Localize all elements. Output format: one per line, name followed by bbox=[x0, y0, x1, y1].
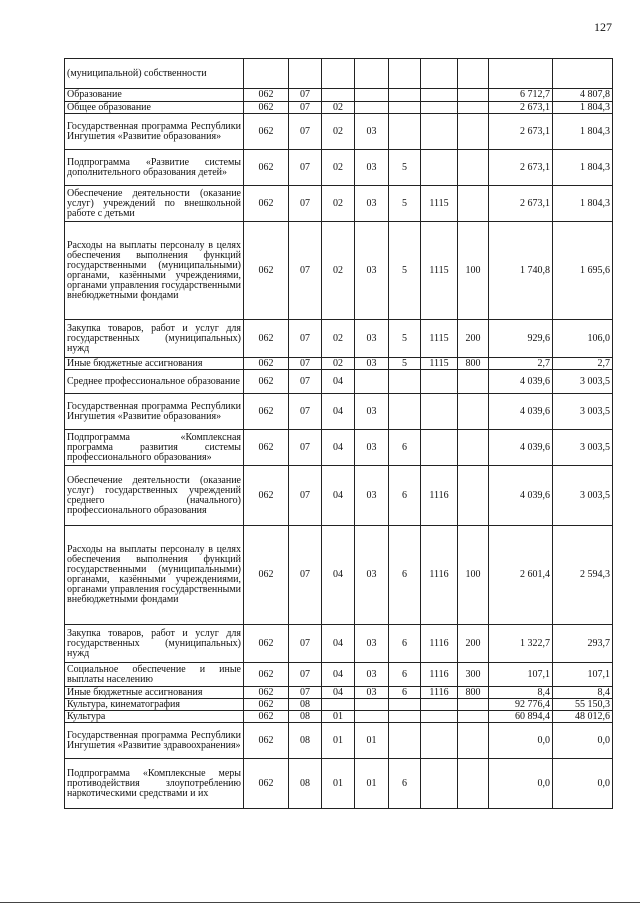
table-row bbox=[65, 394, 613, 430]
code-ministry: 062 bbox=[244, 320, 289, 358]
code-expense-type bbox=[458, 186, 489, 222]
code-subprogram: 6 bbox=[389, 687, 421, 699]
code-subsection: 02 bbox=[322, 320, 355, 358]
code-direction bbox=[421, 150, 458, 186]
code-subsection: 04 bbox=[322, 466, 355, 526]
code-direction: 1115 bbox=[421, 320, 458, 358]
code-ministry: 062 bbox=[244, 370, 289, 394]
code-direction bbox=[421, 89, 458, 102]
amount-executed: 55 150,3 bbox=[553, 699, 613, 711]
row-description: Подпрограмма «Комплексная программа развития системы профессионального образования» bbox=[65, 430, 244, 466]
code-direction bbox=[421, 699, 458, 711]
code-ministry: 062 bbox=[244, 186, 289, 222]
table-row bbox=[65, 466, 613, 526]
code-direction bbox=[421, 430, 458, 466]
row-description: Образование bbox=[65, 89, 244, 102]
code-section: 07 bbox=[289, 394, 322, 430]
amount-planned: 2 673,1 bbox=[489, 186, 553, 222]
code-section: 08 bbox=[289, 759, 322, 809]
code-program: 03 bbox=[355, 150, 389, 186]
code-expense-type bbox=[458, 430, 489, 466]
code-direction: 1116 bbox=[421, 663, 458, 687]
row-description: Подпрограмма «Комплексные меры противодействия злоупотреблению наркотическими средствами и их bbox=[65, 759, 244, 809]
code-expense-type bbox=[458, 699, 489, 711]
amount-executed: 107,1 bbox=[553, 663, 613, 687]
code-section: 07 bbox=[289, 526, 322, 625]
table-row bbox=[65, 723, 613, 759]
code-subprogram bbox=[389, 723, 421, 759]
amount-planned: 4 039,6 bbox=[489, 466, 553, 526]
amount-executed: 1 804,3 bbox=[553, 186, 613, 222]
code-subprogram: 6 bbox=[389, 526, 421, 625]
code-direction: 1116 bbox=[421, 625, 458, 663]
code-subsection: 04 bbox=[322, 687, 355, 699]
code-ministry: 062 bbox=[244, 358, 289, 370]
amount-planned: 2 673,1 bbox=[489, 150, 553, 186]
code-subprogram bbox=[389, 394, 421, 430]
code-ministry: 062 bbox=[244, 663, 289, 687]
code-program bbox=[355, 699, 389, 711]
amount-executed: 48 012,6 bbox=[553, 711, 613, 723]
code-expense-type bbox=[458, 102, 489, 114]
code-section: 07 bbox=[289, 320, 322, 358]
amount-planned: 60 894,4 bbox=[489, 711, 553, 723]
table-row bbox=[65, 102, 613, 114]
code-ministry: 062 bbox=[244, 526, 289, 625]
code-section: 07 bbox=[289, 89, 322, 102]
code-section: 07 bbox=[289, 186, 322, 222]
amount-executed: 3 003,5 bbox=[553, 466, 613, 526]
row-description: Расходы на выплаты персоналу в целях обеспечения выполнения функций государственными (муниципальными) органами, казёнными учреждениями, органами управления государственными внебюджетными фондами bbox=[65, 222, 244, 320]
code-ministry: 062 bbox=[244, 687, 289, 699]
amount-executed: 1 804,3 bbox=[553, 114, 613, 150]
code-subprogram bbox=[389, 89, 421, 102]
amount-planned: 92 776,4 bbox=[489, 699, 553, 711]
code-ministry: 062 bbox=[244, 150, 289, 186]
amount-executed: 2 594,3 bbox=[553, 526, 613, 625]
code-direction: 1115 bbox=[421, 186, 458, 222]
code-expense-type: 800 bbox=[458, 358, 489, 370]
code-direction bbox=[421, 59, 458, 89]
code-ministry: 062 bbox=[244, 699, 289, 711]
code-section: 08 bbox=[289, 711, 322, 723]
code-program: 03 bbox=[355, 358, 389, 370]
table-row bbox=[65, 370, 613, 394]
amount-executed: 3 003,5 bbox=[553, 370, 613, 394]
row-description: Подпрограмма «Развитие системы дополнительного образования детей» bbox=[65, 150, 244, 186]
code-ministry: 062 bbox=[244, 466, 289, 526]
code-expense-type bbox=[458, 89, 489, 102]
code-program: 01 bbox=[355, 759, 389, 809]
amount-planned bbox=[489, 59, 553, 89]
code-direction: 1116 bbox=[421, 526, 458, 625]
amount-planned: 4 039,6 bbox=[489, 430, 553, 466]
code-subprogram bbox=[389, 711, 421, 723]
row-description: Иные бюджетные ассигнования bbox=[65, 687, 244, 699]
amount-executed bbox=[553, 59, 613, 89]
code-ministry: 062 bbox=[244, 430, 289, 466]
row-description: Иные бюджетные ассигнования bbox=[65, 358, 244, 370]
code-section: 08 bbox=[289, 699, 322, 711]
code-subprogram: 5 bbox=[389, 150, 421, 186]
amount-planned: 0,0 bbox=[489, 723, 553, 759]
code-subprogram: 5 bbox=[389, 222, 421, 320]
code-program bbox=[355, 89, 389, 102]
amount-planned: 8,4 bbox=[489, 687, 553, 699]
code-subsection: 02 bbox=[322, 222, 355, 320]
amount-planned: 1 322,7 bbox=[489, 625, 553, 663]
code-expense-type: 800 bbox=[458, 687, 489, 699]
code-section: 07 bbox=[289, 625, 322, 663]
row-description: (муниципальной) собственности bbox=[65, 59, 244, 89]
code-ministry: 062 bbox=[244, 625, 289, 663]
code-expense-type bbox=[458, 59, 489, 89]
code-expense-type: 100 bbox=[458, 222, 489, 320]
code-program bbox=[355, 102, 389, 114]
amount-planned: 2 673,1 bbox=[489, 102, 553, 114]
amount-executed: 293,7 bbox=[553, 625, 613, 663]
amount-executed: 0,0 bbox=[553, 759, 613, 809]
bottom-rule bbox=[0, 902, 640, 903]
row-description: Государственная программа Республики Ингушетия «Развитие образования» bbox=[65, 114, 244, 150]
code-direction: 1116 bbox=[421, 687, 458, 699]
amount-planned: 0,0 bbox=[489, 759, 553, 809]
code-ministry: 062 bbox=[244, 222, 289, 320]
code-program bbox=[355, 711, 389, 723]
amount-executed: 3 003,5 bbox=[553, 394, 613, 430]
code-program bbox=[355, 59, 389, 89]
code-subsection: 04 bbox=[322, 370, 355, 394]
row-description: Культура bbox=[65, 711, 244, 723]
code-program: 03 bbox=[355, 466, 389, 526]
code-program: 03 bbox=[355, 222, 389, 320]
code-ministry: 062 bbox=[244, 394, 289, 430]
table-row bbox=[65, 687, 613, 699]
code-subprogram: 5 bbox=[389, 358, 421, 370]
code-expense-type: 100 bbox=[458, 526, 489, 625]
row-description: Среднее профессиональное образование bbox=[65, 370, 244, 394]
table-row bbox=[65, 759, 613, 809]
code-ministry: 062 bbox=[244, 114, 289, 150]
code-expense-type bbox=[458, 394, 489, 430]
page-number: 127 bbox=[594, 20, 612, 34]
code-subprogram bbox=[389, 59, 421, 89]
code-ministry: 062 bbox=[244, 711, 289, 723]
amount-executed: 1 804,3 bbox=[553, 150, 613, 186]
row-description: Обеспечение деятельности (оказание услуг) государственных учреждений среднего (начального) профессионального образования bbox=[65, 466, 244, 526]
table-row bbox=[65, 89, 613, 102]
code-direction bbox=[421, 102, 458, 114]
table-row bbox=[65, 114, 613, 150]
code-section: 07 bbox=[289, 114, 322, 150]
row-description: Культура, кинематография bbox=[65, 699, 244, 711]
code-direction: 1116 bbox=[421, 466, 458, 526]
code-section: 07 bbox=[289, 663, 322, 687]
code-direction: 1115 bbox=[421, 222, 458, 320]
code-subsection: 02 bbox=[322, 358, 355, 370]
code-subprogram: 6 bbox=[389, 663, 421, 687]
code-subsection: 01 bbox=[322, 759, 355, 809]
code-program: 03 bbox=[355, 430, 389, 466]
amount-planned: 2 601,4 bbox=[489, 526, 553, 625]
code-subsection: 04 bbox=[322, 625, 355, 663]
amount-planned: 1 740,8 bbox=[489, 222, 553, 320]
row-description: Расходы на выплаты персоналу в целях обеспечения выполнения функций государственными (муниципальными) органами, казёнными учреждениями, органами управления государственными внебюджетными фондами bbox=[65, 526, 244, 625]
code-subprogram bbox=[389, 102, 421, 114]
code-section: 07 bbox=[289, 222, 322, 320]
code-subsection: 04 bbox=[322, 394, 355, 430]
budget-table bbox=[64, 58, 613, 809]
row-description: Обеспечение деятельности (оказание услуг) учреждений по внешкольной работе с детьми bbox=[65, 186, 244, 222]
code-direction bbox=[421, 759, 458, 809]
code-section: 07 bbox=[289, 687, 322, 699]
code-subsection: 04 bbox=[322, 663, 355, 687]
code-program: 03 bbox=[355, 526, 389, 625]
code-expense-type bbox=[458, 466, 489, 526]
row-description: Государственная программа Республики Ингушетия «Развитие здравоохранения» bbox=[65, 723, 244, 759]
code-program: 03 bbox=[355, 114, 389, 150]
code-subsection: 02 bbox=[322, 102, 355, 114]
code-subprogram: 5 bbox=[389, 186, 421, 222]
code-section: 07 bbox=[289, 430, 322, 466]
code-subprogram: 6 bbox=[389, 466, 421, 526]
amount-executed: 8,4 bbox=[553, 687, 613, 699]
code-subsection bbox=[322, 699, 355, 711]
code-subsection: 01 bbox=[322, 723, 355, 759]
table-row bbox=[65, 663, 613, 687]
table-row bbox=[65, 699, 613, 711]
amount-planned: 6 712,7 bbox=[489, 89, 553, 102]
code-subprogram bbox=[389, 114, 421, 150]
code-subprogram: 6 bbox=[389, 625, 421, 663]
amount-executed: 1 695,6 bbox=[553, 222, 613, 320]
code-section: 07 bbox=[289, 466, 322, 526]
table-row bbox=[65, 320, 613, 358]
code-direction bbox=[421, 711, 458, 723]
code-section: 07 bbox=[289, 102, 322, 114]
code-program: 03 bbox=[355, 320, 389, 358]
code-section bbox=[289, 59, 322, 89]
table-row bbox=[65, 150, 613, 186]
code-program: 03 bbox=[355, 186, 389, 222]
table-row bbox=[65, 186, 613, 222]
table-row bbox=[65, 59, 613, 89]
row-description: Закупка товаров, работ и услуг для государственных (муниципальных) нужд bbox=[65, 320, 244, 358]
code-subsection: 02 bbox=[322, 114, 355, 150]
code-subprogram: 5 bbox=[389, 320, 421, 358]
table-row bbox=[65, 526, 613, 625]
code-subprogram: 6 bbox=[389, 430, 421, 466]
amount-executed: 0,0 bbox=[553, 723, 613, 759]
code-direction: 1115 bbox=[421, 358, 458, 370]
amount-planned: 2,7 bbox=[489, 358, 553, 370]
table-row bbox=[65, 358, 613, 370]
code-subsection: 02 bbox=[322, 150, 355, 186]
code-direction bbox=[421, 394, 458, 430]
code-expense-type: 200 bbox=[458, 625, 489, 663]
code-ministry: 062 bbox=[244, 102, 289, 114]
code-subsection bbox=[322, 59, 355, 89]
code-expense-type bbox=[458, 370, 489, 394]
code-subsection: 04 bbox=[322, 430, 355, 466]
code-subsection bbox=[322, 89, 355, 102]
code-direction bbox=[421, 114, 458, 150]
code-direction bbox=[421, 370, 458, 394]
row-description: Социальное обеспечение и иные выплаты населению bbox=[65, 663, 244, 687]
code-direction bbox=[421, 723, 458, 759]
code-subprogram: 6 bbox=[389, 759, 421, 809]
code-expense-type bbox=[458, 759, 489, 809]
code-expense-type: 300 bbox=[458, 663, 489, 687]
code-section: 07 bbox=[289, 370, 322, 394]
code-ministry: 062 bbox=[244, 759, 289, 809]
code-expense-type bbox=[458, 711, 489, 723]
code-ministry: 062 bbox=[244, 723, 289, 759]
code-program bbox=[355, 370, 389, 394]
code-subprogram bbox=[389, 699, 421, 711]
code-section: 07 bbox=[289, 150, 322, 186]
table-row bbox=[65, 222, 613, 320]
code-ministry bbox=[244, 59, 289, 89]
amount-planned: 929,6 bbox=[489, 320, 553, 358]
code-program: 03 bbox=[355, 625, 389, 663]
amount-planned: 4 039,6 bbox=[489, 394, 553, 430]
amount-planned: 4 039,6 bbox=[489, 370, 553, 394]
amount-planned: 107,1 bbox=[489, 663, 553, 687]
table-row bbox=[65, 711, 613, 723]
row-description: Государственная программа Республики Ингушетия «Развитие образования» bbox=[65, 394, 244, 430]
code-section: 07 bbox=[289, 358, 322, 370]
row-description: Закупка товаров, работ и услуг для государственных (муниципальных) нужд bbox=[65, 625, 244, 663]
code-expense-type bbox=[458, 114, 489, 150]
code-subsection: 01 bbox=[322, 711, 355, 723]
code-expense-type bbox=[458, 150, 489, 186]
code-expense-type bbox=[458, 723, 489, 759]
code-program: 03 bbox=[355, 394, 389, 430]
code-subprogram bbox=[389, 370, 421, 394]
code-ministry: 062 bbox=[244, 89, 289, 102]
table-row bbox=[65, 430, 613, 466]
code-expense-type: 200 bbox=[458, 320, 489, 358]
code-program: 03 bbox=[355, 687, 389, 699]
amount-planned: 2 673,1 bbox=[489, 114, 553, 150]
amount-executed: 2,7 bbox=[553, 358, 613, 370]
amount-executed: 3 003,5 bbox=[553, 430, 613, 466]
code-section: 08 bbox=[289, 723, 322, 759]
amount-executed: 4 807,8 bbox=[553, 89, 613, 102]
code-program: 01 bbox=[355, 723, 389, 759]
table-row bbox=[65, 625, 613, 663]
amount-executed: 1 804,3 bbox=[553, 102, 613, 114]
code-subsection: 02 bbox=[322, 186, 355, 222]
row-description: Общее образование bbox=[65, 102, 244, 114]
code-subsection: 04 bbox=[322, 526, 355, 625]
amount-executed: 106,0 bbox=[553, 320, 613, 358]
code-program: 03 bbox=[355, 663, 389, 687]
